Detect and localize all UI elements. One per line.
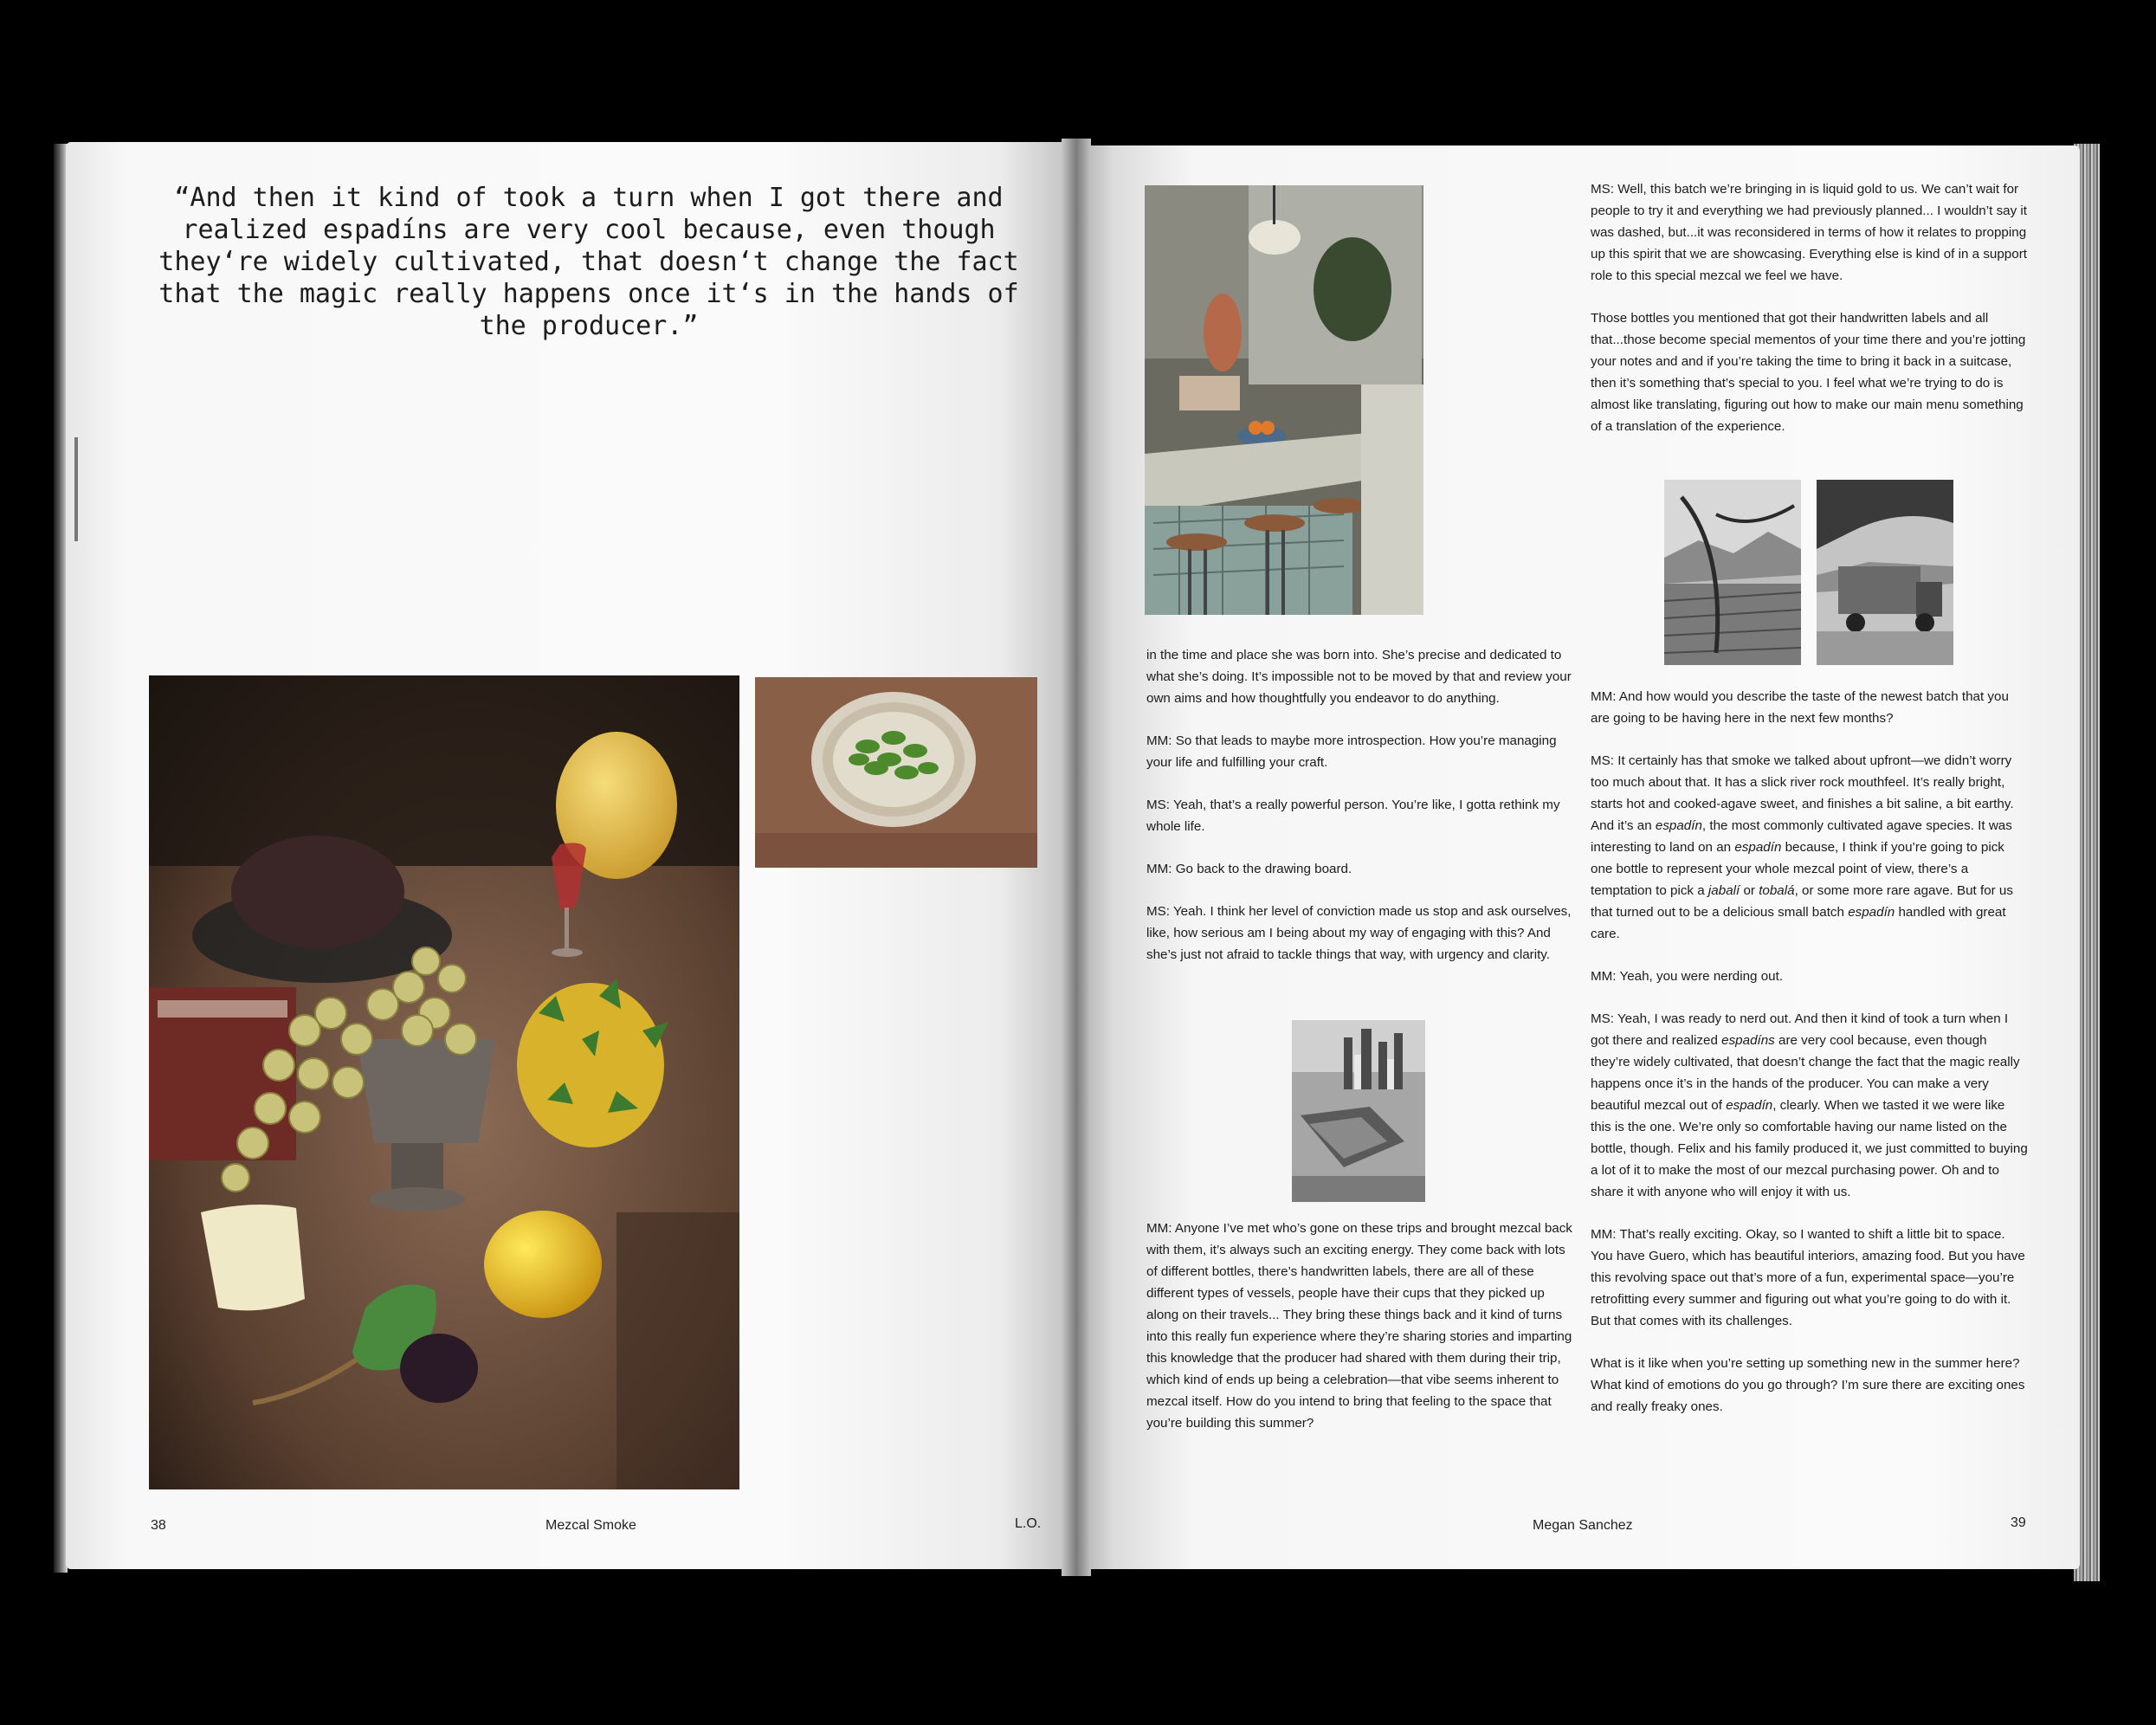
- paragraph: MM: And how would you describe the taste of the newest batch that you are going to be having here in the next few months?: [1591, 689, 2009, 726]
- paragraph: Those bottles you mentioned that got their handwritten labels and all that...those become special mementos of your time there and you’re jotting your notes and and if you’re taking the time to bring it back in a suitcase, then it’s something that’s special to you. I feel what we’re trying to do is almost like translating, figuring out how to make our main menu something of a translation of the experience.: [1591, 311, 2026, 434]
- truck-photo: [1817, 480, 1953, 665]
- paragraph: in the time and place she was born into. She’s precise and dedicated to what she’s doing. It’s impossible not to be moved by that and review your own aims and how thoughtfully you endeavor to do anything.: [1146, 648, 1572, 706]
- paragraph: What is it like when you’re setting up something new in the summer here? What kind of emotions do you go through? I’m sure there are exciting ones and really freaky ones.: [1591, 1356, 2025, 1414]
- bar-interior-photo: [1145, 185, 1423, 615]
- paragraph: MM: That’s really exciting. Okay, so I wanted to shift a little bit to space. You have Guero, which has beautiful interiors, amazing food. But you have this revolving space out that’s more of a fun, experimental space—you’re retrofitting every summer and figuring out what you’re going to do with it. But that comes with its challenges.: [1591, 1227, 2025, 1328]
- bottles-table-photo: [1292, 1020, 1425, 1202]
- agave-field-photo: [1664, 480, 1801, 665]
- paragraph: MM: So that leads to maybe more introspection. How you’re managing your life and fulfilling your craft.: [1146, 733, 1557, 770]
- right-text-column-upper: [1591, 178, 2029, 458]
- section-label-footer: L.O.: [1015, 1516, 1042, 1531]
- bookmark-ribbon: [74, 437, 78, 541]
- right-page-number: 39: [2011, 1515, 2026, 1530]
- paragraph: MS: It certainly has that smoke we talked about upfront—we didn’t worry too much about that. It has a slick river rock mouthfeel. It’s really bright, starts hot and cooked-agave sweet, and finishes a bit saline, a bit earthy. And it’s an espadín, the most commonly cultivated agave species. It was interesting to land on an espadín because, I think if you’re going to pick one bottle to represent your whole mezcal point of view, there’s a temptation to pick a jabalí or tobalá, or some more rare agave. But for us that turned out to be a delicious small batch espadín handled with great care.: [1591, 753, 2014, 941]
- paragraph: MS: Yeah. I think her level of conviction made us stop and ask ourselves, like, how serious am I being about my way of engaging with this? And she’s just not afraid to tackle things that way, with urgency and clarity.: [1146, 904, 1572, 962]
- middle-text-column: [1146, 644, 1576, 986]
- still-life-fruit-photo: [149, 675, 739, 1489]
- paragraph: MS: Yeah, I was ready to nerd out. And then it kind of took a turn when I got there and realized espadíns are very cool because, even though they’re widely cultivated, that doesn’t change the fact that the magic really happens once it’s in the hands of the producer. You can make a very beautiful mezcal out of espadín, clearly. When we tasted it we were like this is the one. We’re only so comfortable having our name listed on the bottle, though. Felix and his family produced it, we just committed to buying a lot of it to make the most of our mezcal purchasing power. Oh and to share it with anyone who will enjoy it with us.: [1591, 1011, 2028, 1199]
- edamame-bowl-photo: [755, 677, 1037, 868]
- right-text-column-lower: [1591, 686, 2029, 1438]
- paragraph: MM: Yeah, you were nerding out.: [1591, 969, 1784, 984]
- magazine-title-footer: Mezcal Smoke: [545, 1518, 636, 1533]
- author-footer: Megan Sanchez: [1533, 1518, 1633, 1533]
- paragraph: MM: Go back to the drawing board.: [1146, 862, 1352, 876]
- left-page-number: 38: [151, 1518, 166, 1533]
- middle-text-column-lower: [1146, 1218, 1576, 1455]
- paragraph: MM: Anyone I’ve met who’s gone on these trips and brought mezcal back with them, it’s always such an exciting energy. They come back with lots of different bottles, there’s handwritten labels, there are all of these different types of vessels, people have their cups that they picked up along on their travels... They bring these things back and it kind of turns into this really fun experience where they’re sharing stories and imparting this knowledge that the producer had shared with them during their trip, which kind of ends up being a celebration—that vibe seems inherent to mezcal itself. How do you intend to bring that feeling to the space that you’re building this summer?: [1146, 1221, 1572, 1431]
- paragraph: MS: Yeah, that’s a really powerful person. You’re like, I gotta rethink my whole life.: [1146, 798, 1560, 834]
- pull-quote: “And then it kind of took a turn when I got there and realized espadíns are very cool because, even though they‘re widely cultivated, that doesn‘t change the fact that the magic really happens once it‘s in the hands of the producer.”: [158, 183, 1019, 341]
- book-gutter: [1062, 139, 1091, 1576]
- paragraph: MS: Well, this batch we’re bringing in is liquid gold to us. We can’t wait for people to try it and everything we had previously planned... I wouldn’t say it was dashed, but...it was reconsidered in terms of how it relates to propping up this spirit that we are showcasing. Everything else is kind of in a support role to this special mezcal we feel we have.: [1591, 182, 2028, 283]
